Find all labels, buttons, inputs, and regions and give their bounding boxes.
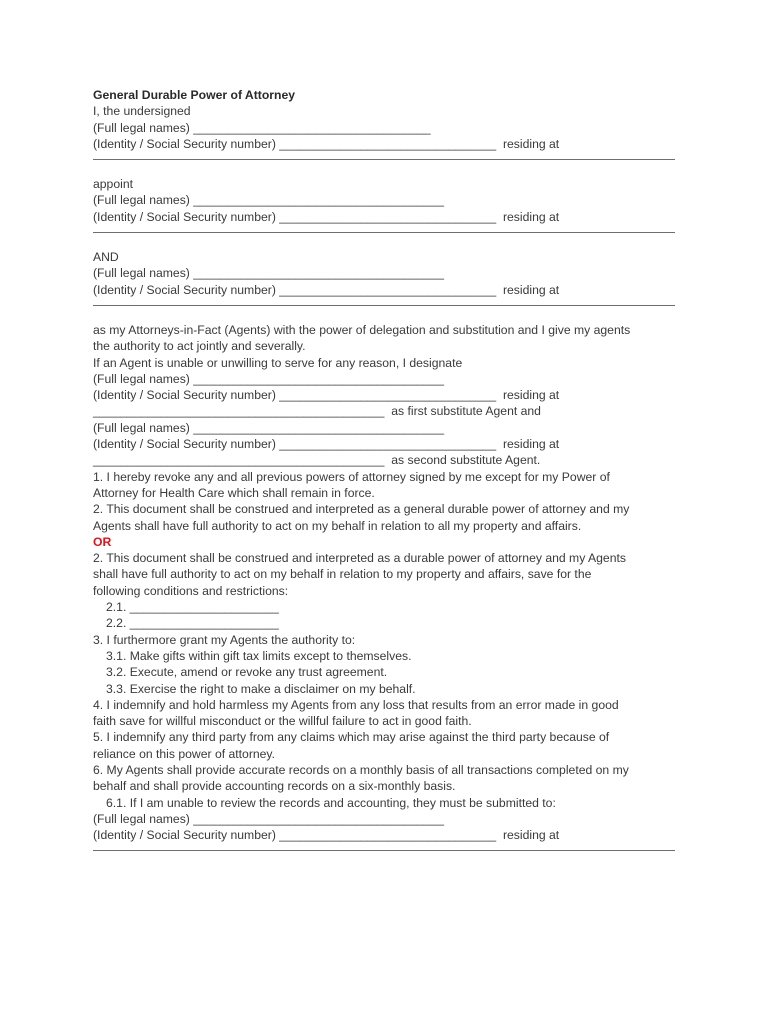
undersigned-line: I, the undersigned — [93, 104, 191, 119]
clause-5-line-1: 5. I indemnify any third party from any claims which may arise against the third party because of — [93, 730, 610, 745]
document-title: General Durable Power of Attorney — [93, 88, 296, 102]
full-name-field-4: (Full legal names) _____________________________________ — [93, 371, 445, 386]
clause-4-line-1: 4. I indemnify and hold harmless my Agents from any loss that results from an error made in good — [93, 697, 619, 712]
clause-6-1: 6.1. If I am unable to review the records and accounting, they must be submitted to: — [106, 795, 556, 810]
clause-2-alt-line-1: 2. This document shall be construed and interpreted as a durable power of attorney and my Agents — [93, 551, 626, 566]
full-name-field-1: (Full legal names) ___________________________________ — [93, 120, 431, 135]
clause-6-line-2: behalf and shall provide accounting records on a six-monthly basis. — [93, 779, 456, 794]
id-field-1: (Identity / Social Security number) ________________________________ residing at — [93, 136, 560, 151]
id-field-3: (Identity / Social Security number) ________________________________ residing at — [93, 282, 560, 297]
address-rule-3 — [93, 305, 675, 306]
appoint-line: appoint — [93, 177, 133, 192]
id-field-2: (Identity / Social Security number) ________________________________ residing at — [93, 209, 560, 224]
id-field-4: (Identity / Social Security number) ________________________________ residing at — [93, 388, 560, 403]
full-name-field-2: (Full legal names) _____________________________________ — [93, 193, 445, 208]
designate-line: If an Agent is unable or unwilling to serve for any reason, I designate — [93, 355, 463, 370]
full-name-field-6: (Full legal names) _____________________________________ — [93, 811, 445, 826]
address-rule-1 — [93, 159, 675, 160]
full-name-field-3: (Full legal names) _____________________________________ — [93, 266, 445, 281]
clause-3-3: 3.3. Exercise the right to make a disclaimer on my behalf. — [106, 681, 416, 696]
clause-2-2: 2.2. ______________________ — [106, 616, 279, 631]
second-substitute-line: ___________________________________________ as second substitute Agent. — [93, 453, 541, 468]
agents-line-2: the authority to act jointly and severally. — [93, 339, 306, 354]
clause-3-2: 3.2. Execute, amend or revoke any trust agreement. — [106, 665, 388, 680]
first-substitute-line: ___________________________________________ as first substitute Agent and — [93, 404, 541, 419]
agents-line-1: as my Attorneys-in-Fact (Agents) with the power of delegation and substitution and I give my agents — [93, 322, 631, 337]
clause-2-1: 2.1. ______________________ — [106, 600, 279, 615]
clause-2-line-2: Agents shall have full authority to act on my behalf in relation to all my property and affairs. — [93, 518, 582, 533]
clause-4-line-2: faith save for willful misconduct or the willful failure to act in good faith. — [93, 714, 472, 729]
clause-3-1: 3.1. Make gifts within gift tax limits except to themselves. — [106, 648, 412, 663]
clause-1-line-1: 1. I hereby revoke any and all previous powers of attorney signed by me except for my Power of — [93, 469, 610, 484]
document-page — [93, 87, 678, 867]
or-separator: OR — [93, 534, 112, 549]
clause-1-line-2: Attorney for Health Care which shall remain in force. — [93, 485, 375, 500]
clause-5-line-2: reliance on this power of attorney. — [93, 746, 276, 761]
address-rule-2 — [93, 232, 675, 233]
clause-2-alt-line-2: shall have full authority to act on my behalf in relation to my property and affairs, save for the — [93, 567, 592, 582]
id-field-5: (Identity / Social Security number) ________________________________ residing at — [93, 437, 560, 452]
and-line: AND — [93, 250, 119, 265]
clause-6-line-1: 6. My Agents shall provide accurate records on a monthly basis of all transactions completed on my — [93, 762, 629, 777]
clause-2-line-1: 2. This document shall be construed and interpreted as a general durable power of attorney and my — [93, 502, 630, 517]
address-rule-4 — [93, 850, 675, 851]
full-name-field-5: (Full legal names) _____________________________________ — [93, 420, 445, 435]
clause-3: 3. I furthermore grant my Agents the authority to: — [93, 632, 356, 647]
clause-2-alt-line-3: following conditions and restrictions: — [93, 583, 289, 598]
id-field-6: (Identity / Social Security number) ________________________________ residing at — [93, 828, 560, 843]
